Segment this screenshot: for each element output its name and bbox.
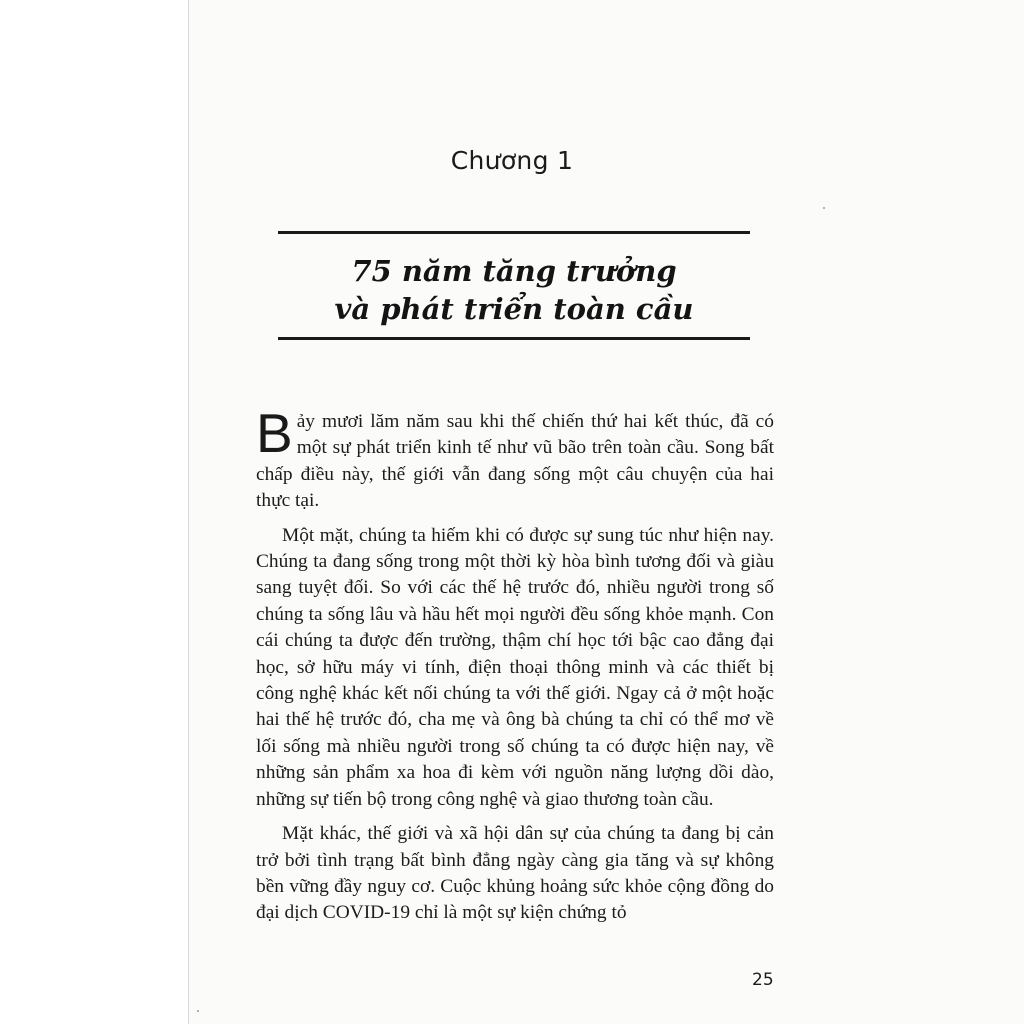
paper-speck [197, 1010, 199, 1012]
chapter-title-line-2: và phát triển toàn cầu [334, 292, 694, 326]
chapter-title [278, 252, 750, 328]
body-text [256, 402, 774, 935]
paragraph-3: Mặt khác, thế giới và xã hội dân sự của chúng ta đang bị cản trở bởi tình trạng bất bình đẳng ngày càng gia tăng và sự không bền vững đầy nguy cơ. Cuộc khủng hoảng sức khỏe cộng đồng do đại dịch COVID-19 chỉ là một sự kiện chứng tỏ [256, 823, 774, 924]
drop-cap: B [256, 402, 293, 464]
chapter-label: Chương 1 [450, 146, 574, 175]
paragraph-2: Một mặt, chúng ta hiếm khi có được sự sung túc như hiện nay. Chúng ta đang sống trong một thời kỳ hòa bình tương đối và giàu sang tuyệt đối. So với các thế hệ trước đó, nhiều người trong số chúng ta sống lâu và hầu hết mọi người đều sống khỏe mạnh. Con cái chúng ta được đến trường, thậm chí học tới bậc cao đẳng đại học, sở hữu máy vi tính, điện thoại thông minh và các thiết bị công nghệ khác kết nối chúng ta với thế giới. Ngay cả ở một hoặc hai thế hệ trước đó, cha mẹ và ông bà chúng ta chỉ có thể mơ về lối sống mà nhiều người trong số chúng ta có được hiện nay, về những sản phẩm xa hoa đi kèm với nguồn năng lượng dồi dào, những sự tiến bộ trong công nghệ và giao thương toàn cầu. [256, 524, 774, 810]
paragraph-1-text: ảy mươi lăm năm sau khi thế chiến thứ hai kết thúc, đã có một sự phát triển kinh tế như vũ bão trên toàn cầu. Song bất chấp điều này, thế giới vẫn đang sống một câu chuyện của hai thực tại. [256, 411, 774, 512]
paragraph-1 [256, 402, 774, 515]
chapter-title-line-1: 75 năm tăng trưởng [351, 254, 677, 288]
page-number: 25 [752, 970, 774, 990]
paper-speck [823, 207, 825, 209]
title-rule-top [278, 231, 750, 234]
title-rule-bottom [278, 337, 750, 340]
